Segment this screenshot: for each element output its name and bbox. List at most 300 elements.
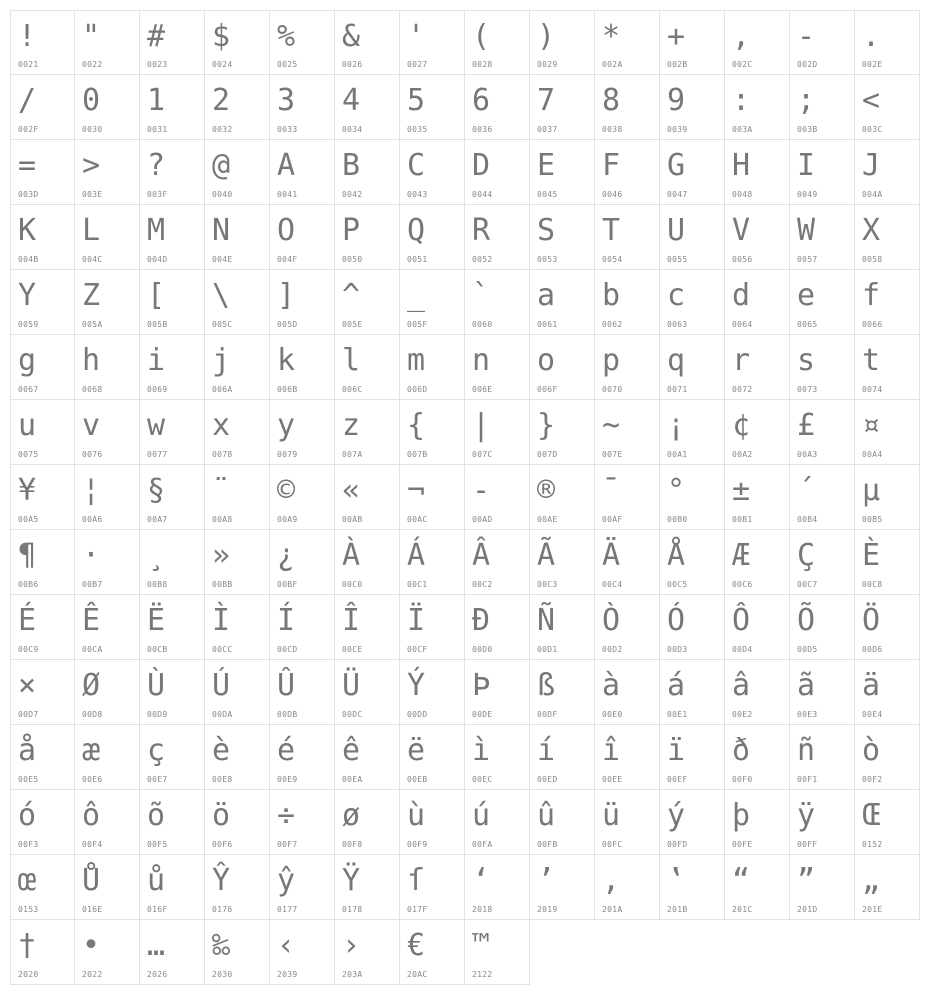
glyph-cell bbox=[725, 660, 790, 725]
glyph-char: Ì bbox=[212, 603, 231, 638]
glyph-code: 00F9 bbox=[407, 840, 428, 849]
glyph-char: 3 bbox=[277, 83, 296, 118]
glyph-code: 00E1 bbox=[667, 710, 688, 719]
glyph-code: 002A bbox=[602, 60, 623, 69]
glyph-cell bbox=[530, 205, 595, 270]
glyph-code: 0033 bbox=[277, 125, 298, 134]
glyph-cell bbox=[465, 140, 530, 205]
glyph-code: 0063 bbox=[667, 320, 688, 329]
glyph-code: 005F bbox=[407, 320, 428, 329]
glyph-code: 0051 bbox=[407, 255, 428, 264]
glyph-cell bbox=[10, 205, 75, 270]
glyph-cell bbox=[335, 920, 400, 985]
glyph-code: 00EE bbox=[602, 775, 623, 784]
glyph-cell bbox=[855, 790, 920, 855]
glyph-char: Đ bbox=[472, 603, 491, 638]
glyph-code: 00CE bbox=[342, 645, 363, 654]
glyph-cell bbox=[270, 595, 335, 660]
glyph-code: 0062 bbox=[602, 320, 623, 329]
glyph-char: F bbox=[602, 148, 621, 183]
glyph-cell bbox=[530, 400, 595, 465]
glyph-char: ã bbox=[797, 668, 816, 703]
glyph-code: 0046 bbox=[602, 190, 623, 199]
glyph-char: _ bbox=[407, 278, 426, 313]
glyph-code: 0067 bbox=[18, 385, 39, 394]
glyph-cell bbox=[335, 10, 400, 75]
glyph-code: 20AC bbox=[407, 970, 428, 979]
glyph-code: 2039 bbox=[277, 970, 298, 979]
glyph-code: 00EC bbox=[472, 775, 493, 784]
glyph-char: t bbox=[862, 343, 881, 378]
glyph-char: ] bbox=[277, 278, 296, 313]
glyph-cell bbox=[465, 920, 530, 985]
glyph-cell bbox=[855, 725, 920, 790]
glyph-char: Å bbox=[667, 538, 686, 573]
glyph-code: 00DD bbox=[407, 710, 428, 719]
glyph-code: 004D bbox=[147, 255, 168, 264]
glyph-char: æ bbox=[82, 733, 101, 768]
glyph-cell bbox=[400, 855, 465, 920]
glyph-char: ü bbox=[602, 798, 621, 833]
glyph-code: 00FC bbox=[602, 840, 623, 849]
glyph-cell bbox=[140, 855, 205, 920]
glyph-char: Ç bbox=[797, 538, 816, 573]
glyph-char: Â bbox=[472, 538, 491, 573]
glyph-code: 0027 bbox=[407, 60, 428, 69]
glyph-char: p bbox=[602, 343, 621, 378]
glyph-char: ù bbox=[407, 798, 426, 833]
glyph-char: ‰ bbox=[212, 928, 231, 963]
glyph-char: è bbox=[212, 733, 231, 768]
glyph-char: ‛ bbox=[667, 863, 686, 898]
glyph-cell bbox=[270, 140, 335, 205]
glyph-cell bbox=[205, 205, 270, 270]
glyph-char: j bbox=[212, 343, 231, 378]
glyph-char: S bbox=[537, 213, 556, 248]
glyph-char: G bbox=[667, 148, 686, 183]
glyph-code: 0034 bbox=[342, 125, 363, 134]
glyph-char: ' bbox=[407, 19, 426, 54]
glyph-cell bbox=[400, 530, 465, 595]
glyph-cell bbox=[75, 205, 140, 270]
glyph-char: é bbox=[277, 733, 296, 768]
glyph-code: 0042 bbox=[342, 190, 363, 199]
glyph-cell bbox=[530, 530, 595, 595]
glyph-code: 00DF bbox=[537, 710, 558, 719]
glyph-char: · bbox=[82, 538, 101, 573]
glyph-char: ö bbox=[212, 798, 231, 833]
glyph-cell bbox=[660, 530, 725, 595]
glyph-code: 004C bbox=[82, 255, 103, 264]
glyph-cell bbox=[465, 660, 530, 725]
glyph-cell bbox=[660, 660, 725, 725]
glyph-cell bbox=[75, 855, 140, 920]
glyph-code: 00F2 bbox=[862, 775, 883, 784]
glyph-code: 0076 bbox=[82, 450, 103, 459]
glyph-char: y bbox=[277, 408, 296, 443]
glyph-cell bbox=[465, 465, 530, 530]
glyph-char: œ bbox=[18, 863, 37, 898]
glyph-cell bbox=[75, 660, 140, 725]
glyph-char: Ŷ bbox=[212, 863, 231, 898]
glyph-cell bbox=[595, 530, 660, 595]
glyph-code: 00F8 bbox=[342, 840, 363, 849]
glyph-char: Ä bbox=[602, 538, 621, 573]
glyph-code: 00D4 bbox=[732, 645, 753, 654]
glyph-code: 0037 bbox=[537, 125, 558, 134]
glyph-cell bbox=[530, 855, 595, 920]
glyph-char: ê bbox=[342, 733, 361, 768]
glyph-char: @ bbox=[212, 148, 231, 183]
glyph-char: # bbox=[147, 19, 166, 54]
glyph-cell bbox=[465, 270, 530, 335]
glyph-cell bbox=[660, 855, 725, 920]
glyph-cell bbox=[725, 335, 790, 400]
glyph-cell bbox=[10, 660, 75, 725]
glyph-cell bbox=[595, 595, 660, 660]
glyph-code: 0055 bbox=[667, 255, 688, 264]
glyph-cell bbox=[725, 855, 790, 920]
glyph-char: í bbox=[537, 733, 556, 768]
glyph-char: R bbox=[472, 213, 491, 248]
glyph-code: 005E bbox=[342, 320, 363, 329]
glyph-cell bbox=[530, 790, 595, 855]
glyph-cell bbox=[75, 400, 140, 465]
glyph-code: 0152 bbox=[862, 840, 883, 849]
glyph-cell bbox=[400, 465, 465, 530]
glyph-char: D bbox=[472, 148, 491, 183]
glyph-char: ~ bbox=[602, 408, 621, 443]
glyph-char: A bbox=[277, 148, 296, 183]
glyph-code: 00ED bbox=[537, 775, 558, 784]
glyph-cell bbox=[595, 75, 660, 140]
glyph-code: 00CF bbox=[407, 645, 428, 654]
glyph-char: ï bbox=[667, 733, 686, 768]
glyph-char: O bbox=[277, 213, 296, 248]
glyph-cell bbox=[335, 270, 400, 335]
glyph-cell bbox=[530, 75, 595, 140]
glyph-cell bbox=[465, 400, 530, 465]
glyph-cell bbox=[400, 595, 465, 660]
glyph-char: ç bbox=[147, 733, 166, 768]
glyph-code: 0072 bbox=[732, 385, 753, 394]
glyph-char: w bbox=[147, 408, 166, 443]
glyph-cell bbox=[10, 725, 75, 790]
glyph-cell bbox=[595, 140, 660, 205]
glyph-cell bbox=[270, 270, 335, 335]
glyph-cell bbox=[400, 10, 465, 75]
glyph-cell bbox=[140, 270, 205, 335]
glyph-code: 00CA bbox=[82, 645, 103, 654]
glyph-code: 004A bbox=[862, 190, 883, 199]
glyph-cell bbox=[140, 335, 205, 400]
glyph-code: 0028 bbox=[472, 60, 493, 69]
glyph-cell bbox=[660, 75, 725, 140]
glyph-cell bbox=[855, 205, 920, 270]
glyph-code: 00E0 bbox=[602, 710, 623, 719]
glyph-code: 00F4 bbox=[82, 840, 103, 849]
glyph-char: Ÿ bbox=[342, 863, 361, 898]
glyph-cell bbox=[465, 205, 530, 270]
glyph-code: 00AB bbox=[342, 515, 363, 524]
glyph-char: B bbox=[342, 148, 361, 183]
glyph-code: 0030 bbox=[82, 125, 103, 134]
glyph-cell bbox=[205, 660, 270, 725]
glyph-code: 00FD bbox=[667, 840, 688, 849]
glyph-cell bbox=[595, 400, 660, 465]
glyph-code: 00D7 bbox=[18, 710, 39, 719]
glyph-cell bbox=[400, 790, 465, 855]
glyph-code: 00BF bbox=[277, 580, 298, 589]
glyph-cell bbox=[530, 10, 595, 75]
glyph-char: ^ bbox=[342, 278, 361, 313]
glyph-code: 00E4 bbox=[862, 710, 883, 719]
glyph-code: 003F bbox=[147, 190, 168, 199]
glyph-code: 005C bbox=[212, 320, 233, 329]
glyph-code: 201B bbox=[667, 905, 688, 914]
glyph-cell bbox=[595, 270, 660, 335]
glyph-cell bbox=[790, 335, 855, 400]
glyph-cell bbox=[400, 400, 465, 465]
glyph-code: 005A bbox=[82, 320, 103, 329]
glyph-char: Î bbox=[342, 603, 361, 638]
glyph-char: $ bbox=[212, 19, 231, 54]
glyph-code: 005D bbox=[277, 320, 298, 329]
glyph-char: × bbox=[18, 668, 37, 703]
glyph-cell bbox=[75, 920, 140, 985]
glyph-code: 00AE bbox=[537, 515, 558, 524]
glyph-char: M bbox=[147, 213, 166, 248]
glyph-code: 00A4 bbox=[862, 450, 883, 459]
glyph-code: 00D2 bbox=[602, 645, 623, 654]
glyph-char: « bbox=[342, 473, 361, 508]
glyph-cell bbox=[140, 920, 205, 985]
glyph-char: ¦ bbox=[82, 473, 101, 508]
glyph-char: f bbox=[862, 278, 881, 313]
glyph-code: 0035 bbox=[407, 125, 428, 134]
glyph-grid bbox=[10, 10, 920, 985]
glyph-code: 00D1 bbox=[537, 645, 558, 654]
glyph-char: © bbox=[277, 473, 296, 508]
glyph-cell bbox=[140, 10, 205, 75]
glyph-code: 00C2 bbox=[472, 580, 493, 589]
glyph-cell bbox=[725, 400, 790, 465]
glyph-char: u bbox=[18, 408, 37, 443]
glyph-char: ( bbox=[472, 19, 491, 54]
glyph-cell bbox=[530, 270, 595, 335]
glyph-char: ŷ bbox=[277, 863, 296, 898]
glyph-cell bbox=[335, 140, 400, 205]
glyph-cell bbox=[335, 400, 400, 465]
glyph-char: g bbox=[18, 343, 37, 378]
glyph-code: 0061 bbox=[537, 320, 558, 329]
glyph-char: ñ bbox=[797, 733, 816, 768]
glyph-char: ſ bbox=[407, 863, 426, 898]
glyph-cell bbox=[855, 400, 920, 465]
glyph-code: 0023 bbox=[147, 60, 168, 69]
glyph-code: 00A9 bbox=[277, 515, 298, 524]
glyph-code: 005B bbox=[147, 320, 168, 329]
glyph-char: ¿ bbox=[277, 538, 296, 573]
glyph-code: 00A7 bbox=[147, 515, 168, 524]
glyph-cell bbox=[595, 790, 660, 855]
glyph-code: 006F bbox=[537, 385, 558, 394]
glyph-code: 00AC bbox=[407, 515, 428, 524]
glyph-cell bbox=[10, 790, 75, 855]
glyph-char: l bbox=[342, 343, 361, 378]
glyph-cell bbox=[140, 140, 205, 205]
glyph-char: ‹ bbox=[277, 928, 296, 963]
glyph-char: . bbox=[862, 19, 881, 54]
glyph-code: 00B1 bbox=[732, 515, 753, 524]
glyph-cell bbox=[855, 270, 920, 335]
glyph-cell bbox=[660, 205, 725, 270]
glyph-char: L bbox=[82, 213, 101, 248]
glyph-cell bbox=[335, 855, 400, 920]
glyph-code: 007E bbox=[602, 450, 623, 459]
glyph-char: ÿ bbox=[797, 798, 816, 833]
glyph-char: „ bbox=[862, 863, 881, 898]
glyph-cell bbox=[400, 920, 465, 985]
glyph-char: Ú bbox=[212, 668, 231, 703]
glyph-code: 00C7 bbox=[797, 580, 818, 589]
glyph-code: 00D9 bbox=[147, 710, 168, 719]
glyph-cell bbox=[595, 660, 660, 725]
glyph-code: 0048 bbox=[732, 190, 753, 199]
glyph-code: 0153 bbox=[18, 905, 39, 914]
glyph-char: % bbox=[277, 19, 296, 54]
glyph-code: 00E8 bbox=[212, 775, 233, 784]
glyph-char: n bbox=[472, 343, 491, 378]
glyph-code: 201E bbox=[862, 905, 883, 914]
glyph-code: 0176 bbox=[212, 905, 233, 914]
glyph-cell bbox=[790, 530, 855, 595]
glyph-cell bbox=[530, 660, 595, 725]
glyph-cell bbox=[465, 10, 530, 75]
glyph-cell bbox=[140, 595, 205, 660]
glyph-cell bbox=[855, 855, 920, 920]
glyph-cell bbox=[400, 660, 465, 725]
glyph-code: 00D8 bbox=[82, 710, 103, 719]
glyph-char: ø bbox=[342, 798, 361, 833]
glyph-code: 00FE bbox=[732, 840, 753, 849]
glyph-cell bbox=[205, 335, 270, 400]
glyph-cell bbox=[790, 270, 855, 335]
glyph-char: 2 bbox=[212, 83, 231, 118]
glyph-char: £ bbox=[797, 408, 816, 443]
glyph-char: Ý bbox=[407, 668, 426, 703]
glyph-cell bbox=[10, 855, 75, 920]
glyph-code: 0022 bbox=[82, 60, 103, 69]
glyph-char: Ø bbox=[82, 668, 101, 703]
glyph-cell bbox=[335, 660, 400, 725]
glyph-cell bbox=[660, 400, 725, 465]
glyph-char: µ bbox=[862, 473, 881, 508]
glyph-code: 00E7 bbox=[147, 775, 168, 784]
glyph-char: + bbox=[667, 19, 686, 54]
glyph-char: ¸ bbox=[147, 538, 166, 573]
glyph-char: [ bbox=[147, 278, 166, 313]
glyph-cell bbox=[10, 75, 75, 140]
glyph-cell bbox=[595, 335, 660, 400]
glyph-code: 00F0 bbox=[732, 775, 753, 784]
glyph-code: 007A bbox=[342, 450, 363, 459]
glyph-char: \ bbox=[212, 278, 231, 313]
glyph-cell bbox=[855, 465, 920, 530]
glyph-cell bbox=[140, 400, 205, 465]
glyph-code: 006B bbox=[277, 385, 298, 394]
glyph-cell bbox=[335, 790, 400, 855]
glyph-char: P bbox=[342, 213, 361, 248]
glyph-code: 00DA bbox=[212, 710, 233, 719]
glyph-cell bbox=[205, 920, 270, 985]
glyph-cell bbox=[660, 335, 725, 400]
glyph-char: e bbox=[797, 278, 816, 313]
glyph-char: ä bbox=[862, 668, 881, 703]
glyph-code: 00DB bbox=[277, 710, 298, 719]
glyph-char: 7 bbox=[537, 83, 556, 118]
glyph-code: 00A5 bbox=[18, 515, 39, 524]
glyph-cell bbox=[10, 10, 75, 75]
glyph-code: 2030 bbox=[212, 970, 233, 979]
glyph-code: 0040 bbox=[212, 190, 233, 199]
glyph-code: 201C bbox=[732, 905, 753, 914]
glyph-char: … bbox=[147, 928, 166, 963]
glyph-char: Ů bbox=[82, 863, 101, 898]
glyph-char: Ò bbox=[602, 603, 621, 638]
glyph-code: 00B5 bbox=[862, 515, 883, 524]
glyph-char: < bbox=[862, 83, 881, 118]
glyph-code: 0032 bbox=[212, 125, 233, 134]
glyph-char: 6 bbox=[472, 83, 491, 118]
glyph-cell bbox=[660, 10, 725, 75]
glyph-cell bbox=[725, 10, 790, 75]
glyph-char: È bbox=[862, 538, 881, 573]
glyph-cell bbox=[660, 270, 725, 335]
glyph-char: K bbox=[18, 213, 37, 248]
glyph-cell bbox=[725, 140, 790, 205]
glyph-char: ò bbox=[862, 733, 881, 768]
glyph-cell bbox=[270, 400, 335, 465]
glyph-code: 0054 bbox=[602, 255, 623, 264]
glyph-code: 0070 bbox=[602, 385, 623, 394]
glyph-char: I bbox=[797, 148, 816, 183]
glyph-char: Ï bbox=[407, 603, 426, 638]
glyph-char: - bbox=[472, 473, 491, 508]
glyph-cell bbox=[790, 75, 855, 140]
glyph-cell bbox=[270, 660, 335, 725]
glyph-cell bbox=[270, 790, 335, 855]
glyph-cell bbox=[270, 10, 335, 75]
glyph-code: 00B0 bbox=[667, 515, 688, 524]
glyph-char: ¤ bbox=[862, 408, 881, 443]
glyph-code: 006C bbox=[342, 385, 363, 394]
glyph-cell bbox=[10, 400, 75, 465]
glyph-char: â bbox=[732, 668, 751, 703]
glyph-char: ® bbox=[537, 473, 556, 508]
glyph-cell bbox=[205, 855, 270, 920]
glyph-code: 0026 bbox=[342, 60, 363, 69]
glyph-code: 0025 bbox=[277, 60, 298, 69]
glyph-cell bbox=[270, 465, 335, 530]
glyph-char: á bbox=[667, 668, 686, 703]
glyph-char: 0 bbox=[82, 83, 101, 118]
glyph-code: 0177 bbox=[277, 905, 298, 914]
glyph-cell bbox=[205, 530, 270, 595]
glyph-code: 0031 bbox=[147, 125, 168, 134]
glyph-cell bbox=[335, 725, 400, 790]
glyph-cell bbox=[335, 335, 400, 400]
